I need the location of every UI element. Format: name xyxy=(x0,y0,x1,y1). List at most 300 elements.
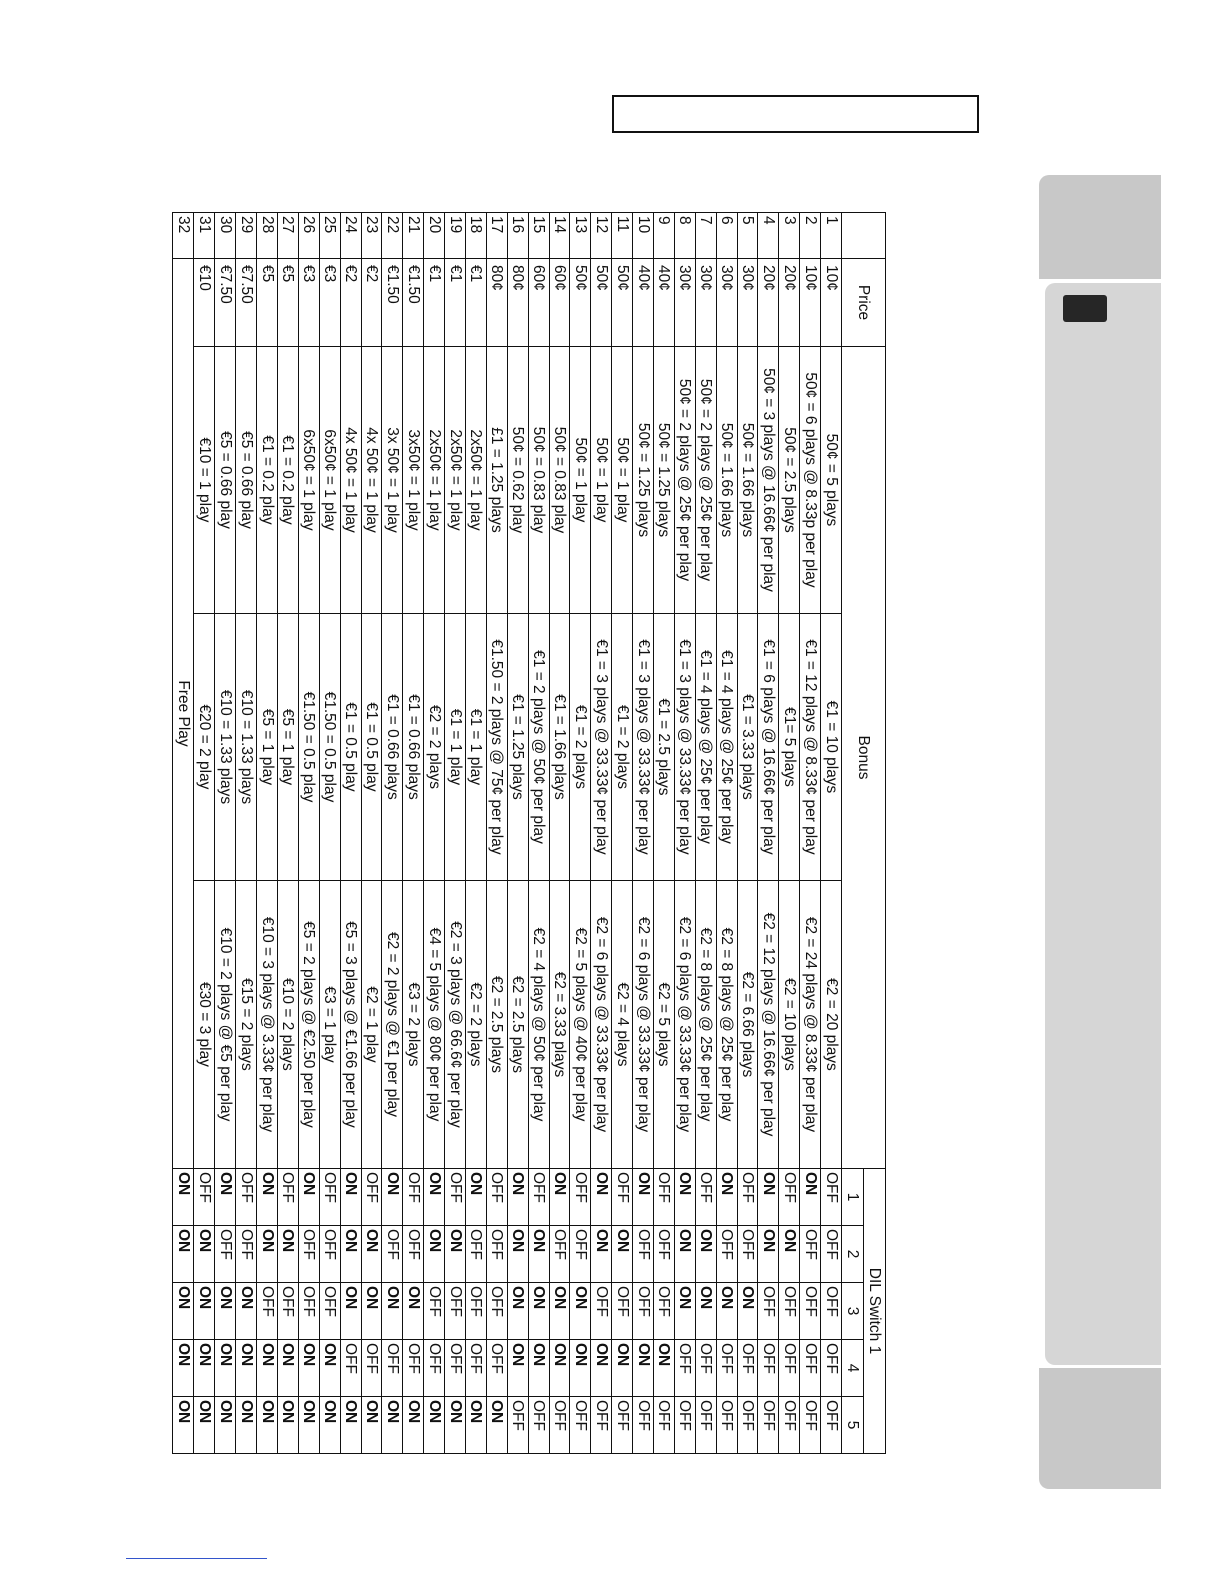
price-cell: 80¢ xyxy=(486,259,507,347)
side-tab-bottom xyxy=(1039,1368,1161,1489)
row-number: 7 xyxy=(695,213,716,259)
table-row xyxy=(612,213,633,1454)
bonus-cell-2: €1= 5 plays xyxy=(779,614,800,881)
bonus-cell-1: 50¢ = 1 play xyxy=(612,347,633,614)
switch-5-cell: OFF xyxy=(758,1397,779,1454)
switch-3-cell: OFF xyxy=(612,1283,633,1340)
price-cell: 60¢ xyxy=(549,259,570,347)
bonus-cell-1: 50¢ = 6 plays @ 8.33p per play xyxy=(800,347,821,614)
price-cell: €1 xyxy=(465,259,486,347)
row-number: 18 xyxy=(465,213,486,259)
table-row xyxy=(549,213,570,1454)
row-number: 27 xyxy=(277,213,298,259)
switch-4-cell: ON xyxy=(653,1340,674,1397)
switch-2-cell: OFF xyxy=(549,1226,570,1283)
row-number: 2 xyxy=(800,213,821,259)
switch-1-cell: ON xyxy=(633,1169,654,1226)
switch-2-cell: ON xyxy=(340,1226,361,1283)
bonus-cell-2: €10 = 1.33 plays xyxy=(236,614,257,881)
table-row xyxy=(340,213,361,1454)
switch-4-cell: ON xyxy=(612,1340,633,1397)
switch-4-cell: OFF xyxy=(382,1340,403,1397)
switch-2-cell: OFF xyxy=(737,1226,758,1283)
bonus-cell-1: 3x50¢ = 1 play xyxy=(403,347,424,614)
row-number: 21 xyxy=(403,213,424,259)
switch-2-cell: ON xyxy=(591,1226,612,1283)
switch-1-cell: ON xyxy=(257,1169,278,1226)
bonus-cell-2: €1 = 10 plays xyxy=(821,614,842,881)
switch-3-cell: ON xyxy=(716,1283,737,1340)
switch-5-cell: ON xyxy=(340,1397,361,1454)
bonus-cell-1: €5 = 0.66 play xyxy=(215,347,236,614)
row-number: 26 xyxy=(298,213,319,259)
switch-3-cell: ON xyxy=(361,1283,382,1340)
row-number: 19 xyxy=(445,213,466,259)
switch-4-cell: ON xyxy=(549,1340,570,1397)
row-number: 14 xyxy=(549,213,570,259)
bonus-cell-3: €2 = 5 plays xyxy=(653,881,674,1169)
bonus-cell-3: €2 = 3 plays @ 66.6¢ per play xyxy=(445,881,466,1169)
switch-1-cell: OFF xyxy=(779,1169,800,1226)
row-number: 11 xyxy=(612,213,633,259)
switch-4-cell: OFF xyxy=(800,1340,821,1397)
switch-5-cell: ON xyxy=(173,1397,194,1454)
bonus-cell-2: €1 = 1 play xyxy=(465,614,486,881)
switch-3-cell: OFF xyxy=(758,1283,779,1340)
bonus-cell-2: €1 = 1.25 plays xyxy=(507,614,528,881)
switch-2-cell: ON xyxy=(194,1226,215,1283)
switch-2-cell: OFF xyxy=(800,1226,821,1283)
bonus-cell-1: 50¢ = 2 plays @ 25¢ per play xyxy=(674,347,695,614)
switch-3-cell: OFF xyxy=(821,1283,842,1340)
switch-header-3: 3 xyxy=(842,1283,864,1340)
switch-2-cell: OFF xyxy=(653,1226,674,1283)
switch-1-cell: ON xyxy=(591,1169,612,1226)
switch-1-cell: OFF xyxy=(319,1169,340,1226)
bonus-cell-2: €1.50 = 0.5 play xyxy=(319,614,340,881)
bonus-cell-3: €10 = 3 plays @ 3.33¢ per play xyxy=(257,881,278,1169)
bonus-cell-1: €1 = 0.2 play xyxy=(277,347,298,614)
switch-3-cell: ON xyxy=(737,1283,758,1340)
switch-5-cell: ON xyxy=(445,1397,466,1454)
switch-2-cell: OFF xyxy=(486,1226,507,1283)
switch-3-cell: ON xyxy=(674,1283,695,1340)
table-row xyxy=(257,213,278,1454)
bonus-cell-2: €20 = 2 play xyxy=(194,614,215,881)
switch-4-cell: ON xyxy=(215,1340,236,1397)
bonus-cell-2: €1 = 0.5 play xyxy=(340,614,361,881)
table-row xyxy=(277,213,298,1454)
bonus-cell-3: €2 = 8 plays @ 25¢ per play xyxy=(695,881,716,1169)
header-box xyxy=(612,95,979,133)
table-row xyxy=(382,213,403,1454)
switch-4-cell: ON xyxy=(591,1340,612,1397)
switch-4-cell: ON xyxy=(173,1340,194,1397)
switch-1-cell: OFF xyxy=(445,1169,466,1226)
switch-2-cell: ON xyxy=(445,1226,466,1283)
table-body xyxy=(173,213,842,1454)
row-number: 4 xyxy=(758,213,779,259)
bonus-cell-3: €2 = 3.33 plays xyxy=(549,881,570,1169)
bonus-cell-1: 50¢ = 1.66 plays xyxy=(737,347,758,614)
switch-5-cell: OFF xyxy=(821,1397,842,1454)
switch-3-cell: ON xyxy=(340,1283,361,1340)
bonus-cell-1: €5 = 0.66 play xyxy=(236,347,257,614)
switch-3-cell: OFF xyxy=(779,1283,800,1340)
switch-3-cell: ON xyxy=(695,1283,716,1340)
switch-3-cell: OFF xyxy=(424,1283,445,1340)
switch-1-cell: OFF xyxy=(612,1169,633,1226)
switch-1-cell: ON xyxy=(800,1169,821,1226)
switch-3-cell: OFF xyxy=(298,1283,319,1340)
table-row xyxy=(758,213,779,1454)
row-number: 3 xyxy=(779,213,800,259)
price-cell: €2 xyxy=(361,259,382,347)
bonus-cell-2: €1.50 = 2 plays @ 75¢ per play xyxy=(486,614,507,881)
bonus-cell-3: €2 = 1 play xyxy=(361,881,382,1169)
switch-5-cell: OFF xyxy=(612,1397,633,1454)
table-row xyxy=(298,213,319,1454)
table-row xyxy=(319,213,340,1454)
table-row xyxy=(215,213,236,1454)
table-row xyxy=(403,213,424,1454)
table-row xyxy=(361,213,382,1454)
switch-5-cell: OFF xyxy=(549,1397,570,1454)
bonus-cell-1: 50¢ = 1.25 plays xyxy=(633,347,654,614)
bonus-cell-2: €1 = 2 plays @ 50¢ per play xyxy=(528,614,549,881)
bonus-cell-1: 4x 50¢ = 1 play xyxy=(340,347,361,614)
switch-3-cell: ON xyxy=(528,1283,549,1340)
switch-5-cell: OFF xyxy=(653,1397,674,1454)
switch-1-cell: OFF xyxy=(737,1169,758,1226)
switch-4-cell: OFF xyxy=(465,1340,486,1397)
switch-1-cell: ON xyxy=(340,1169,361,1226)
switch-4-cell: ON xyxy=(570,1340,591,1397)
switch-3-cell: OFF xyxy=(445,1283,466,1340)
switch-4-cell: ON xyxy=(633,1340,654,1397)
bonus-cell-1: 50¢ = 1 play xyxy=(591,347,612,614)
bonus-cell-3: €10 = 2 plays xyxy=(277,881,298,1169)
switch-5-cell: ON xyxy=(465,1397,486,1454)
bonus-cell-3: €15 = 2 plays xyxy=(236,881,257,1169)
table-row xyxy=(674,213,695,1454)
rotated-table xyxy=(174,212,886,1453)
table-row xyxy=(486,213,507,1454)
switch-3-cell: ON xyxy=(382,1283,403,1340)
switch-5-cell: ON xyxy=(257,1397,278,1454)
table-row xyxy=(695,213,716,1454)
switch-1-cell: OFF xyxy=(528,1169,549,1226)
switch-5-cell: ON xyxy=(424,1397,445,1454)
switch-2-cell: ON xyxy=(361,1226,382,1283)
switch-2-cell: ON xyxy=(779,1226,800,1283)
switch-2-cell: OFF xyxy=(298,1226,319,1283)
table-row xyxy=(445,213,466,1454)
section-marker xyxy=(1063,295,1107,322)
table-row xyxy=(236,213,257,1454)
switch-4-cell: ON xyxy=(507,1340,528,1397)
bonus-cell-3: €2 = 8 plays @ 25¢ per play xyxy=(716,881,737,1169)
switch-2-cell: OFF xyxy=(382,1226,403,1283)
bonus-cell-3: €3 = 1 play xyxy=(319,881,340,1169)
switch-5-cell: ON xyxy=(382,1397,403,1454)
price-cell: 30¢ xyxy=(716,259,737,347)
bonus-cell-3: €2 = 5 plays @ 40¢ per play xyxy=(570,881,591,1169)
switch-1-cell: OFF xyxy=(695,1169,716,1226)
switch-header-4: 4 xyxy=(842,1340,864,1397)
price-cell: €1.50 xyxy=(382,259,403,347)
switch-3-cell: ON xyxy=(549,1283,570,1340)
bonus-cell-1: 50¢ = 0.83 play xyxy=(528,347,549,614)
bonus-cell-2: €5 = 1 play xyxy=(277,614,298,881)
row-number: 20 xyxy=(424,213,445,259)
switch-4-cell: OFF xyxy=(445,1340,466,1397)
switch-2-cell: ON xyxy=(528,1226,549,1283)
price-cell: 30¢ xyxy=(674,259,695,347)
switch-1-cell: OFF xyxy=(486,1169,507,1226)
switch-2-cell: ON xyxy=(507,1226,528,1283)
switch-5-cell: OFF xyxy=(716,1397,737,1454)
switch-3-cell: OFF xyxy=(465,1283,486,1340)
bonus-cell-1: 2x50¢ = 1 play xyxy=(465,347,486,614)
bonus-cell-3: €2 = 2.5 plays xyxy=(507,881,528,1169)
bonus-cell-3: €5 = 2 plays @ €2.50 per play xyxy=(298,881,319,1169)
bonus-cell-3: €3 = 2 plays xyxy=(403,881,424,1169)
table-row xyxy=(507,213,528,1454)
price-cell: 50¢ xyxy=(591,259,612,347)
switch-1-cell: OFF xyxy=(821,1169,842,1226)
switch-5-cell: ON xyxy=(236,1397,257,1454)
switch-3-cell: ON xyxy=(236,1283,257,1340)
switch-4-cell: ON xyxy=(319,1340,340,1397)
header-number xyxy=(842,213,886,259)
switch-1-cell: OFF xyxy=(653,1169,674,1226)
coin-settings-table-area xyxy=(174,212,886,1453)
table-row xyxy=(716,213,737,1454)
table-row xyxy=(570,213,591,1454)
switch-4-cell: OFF xyxy=(361,1340,382,1397)
bonus-cell-2: €1 = 0.66 plays xyxy=(382,614,403,881)
price-cell: €1 xyxy=(424,259,445,347)
switch-1-cell: ON xyxy=(215,1169,236,1226)
bonus-cell-2: €1 = 4 plays @ 25¢ per play xyxy=(716,614,737,881)
bonus-cell-1: 6x50¢ = 1 play xyxy=(319,347,340,614)
switch-header-5: 5 xyxy=(842,1397,864,1454)
switch-2-cell: OFF xyxy=(403,1226,424,1283)
table-row xyxy=(424,213,445,1454)
switch-header-2: 2 xyxy=(842,1226,864,1283)
switch-2-cell: OFF xyxy=(570,1226,591,1283)
switch-1-cell: ON xyxy=(758,1169,779,1226)
header-price: Price xyxy=(842,259,886,347)
bonus-cell-2: €1 = 3.33 plays xyxy=(737,614,758,881)
price-cell: 20¢ xyxy=(758,259,779,347)
switch-3-cell: OFF xyxy=(633,1283,654,1340)
bonus-cell-2: €5 = 1 play xyxy=(257,614,278,881)
price-cell: €7.50 xyxy=(215,259,236,347)
coin-settings-table xyxy=(173,212,887,1454)
switch-5-cell: OFF xyxy=(633,1397,654,1454)
switch-4-cell: ON xyxy=(257,1340,278,1397)
bonus-cell-3: €2 = 4 plays @ 50¢ per play xyxy=(528,881,549,1169)
price-cell: 50¢ xyxy=(612,259,633,347)
bonus-cell-3: €2 = 6 plays @ 33.33¢ per play xyxy=(633,881,654,1169)
switch-5-cell: ON xyxy=(319,1397,340,1454)
row-number: 10 xyxy=(633,213,654,259)
bonus-cell-2: €1 = 1 play xyxy=(445,614,466,881)
bonus-cell-3: €2 = 24 plays @ 8.33¢ per play xyxy=(800,881,821,1169)
switch-2-cell: ON xyxy=(695,1226,716,1283)
price-cell: 80¢ xyxy=(507,259,528,347)
switch-1-cell: OFF xyxy=(277,1169,298,1226)
bonus-cell-2: €1 = 3 plays @ 33.33¢ per play xyxy=(674,614,695,881)
switch-1-cell: ON xyxy=(382,1169,403,1226)
switch-4-cell: OFF xyxy=(758,1340,779,1397)
switch-5-cell: OFF xyxy=(737,1397,758,1454)
bonus-cell-1: 50¢ = 2 plays @ 25¢ per play xyxy=(695,347,716,614)
side-tab-top xyxy=(1039,175,1161,279)
table-row xyxy=(591,213,612,1454)
free-play-cell: Free Play xyxy=(173,259,194,1169)
bonus-cell-2: €1 = 0.5 play xyxy=(361,614,382,881)
row-number: 23 xyxy=(361,213,382,259)
bonus-cell-3: €2 = 6 plays @ 33.33¢ per play xyxy=(591,881,612,1169)
row-number: 16 xyxy=(507,213,528,259)
switch-2-cell: ON xyxy=(277,1226,298,1283)
row-number: 5 xyxy=(737,213,758,259)
bonus-cell-3: €2 = 12 plays @ 16.66¢ per play xyxy=(758,881,779,1169)
switch-5-cell: ON xyxy=(277,1397,298,1454)
switch-3-cell: OFF xyxy=(257,1283,278,1340)
row-number: 24 xyxy=(340,213,361,259)
switch-3-cell: ON xyxy=(507,1283,528,1340)
bonus-cell-2: €1 = 2 plays xyxy=(612,614,633,881)
switch-5-cell: ON xyxy=(298,1397,319,1454)
bonus-cell-3: €2 = 4 plays xyxy=(612,881,633,1169)
bonus-cell-3: €5 = 3 plays @ €1.66 per play xyxy=(340,881,361,1169)
bonus-cell-1: 2x50¢ = 1 play xyxy=(445,347,466,614)
switch-4-cell: ON xyxy=(236,1340,257,1397)
switch-1-cell: OFF xyxy=(403,1169,424,1226)
switch-4-cell: OFF xyxy=(779,1340,800,1397)
price-cell: €1 xyxy=(445,259,466,347)
bonus-cell-3: €10 = 2 plays @ €5 per play xyxy=(215,881,236,1169)
switch-2-cell: ON xyxy=(257,1226,278,1283)
bonus-cell-3: €2 = 2 plays @ €1 per play xyxy=(382,881,403,1169)
bonus-cell-1: 50¢ = 0.62 play xyxy=(507,347,528,614)
switch-1-cell: OFF xyxy=(194,1169,215,1226)
switch-1-cell: ON xyxy=(674,1169,695,1226)
bonus-cell-1: 3x 50¢ = 1 play xyxy=(382,347,403,614)
bonus-cell-2: €10 = 1.33 plays xyxy=(215,614,236,881)
switch-4-cell: OFF xyxy=(486,1340,507,1397)
bonus-cell-2: €1 = 6 plays @ 16.66¢ per play xyxy=(758,614,779,881)
bonus-cell-3: €2 = 20 plays xyxy=(821,881,842,1169)
price-cell: 30¢ xyxy=(737,259,758,347)
bonus-cell-2: €1 = 3 plays @ 33.33¢ per play xyxy=(633,614,654,881)
switch-1-cell: OFF xyxy=(236,1169,257,1226)
price-cell: 30¢ xyxy=(695,259,716,347)
bonus-cell-1: 50¢ = 1.66 plays xyxy=(716,347,737,614)
switch-4-cell: ON xyxy=(194,1340,215,1397)
bonus-cell-1: 50¢ = 1.25 plays xyxy=(653,347,674,614)
switch-2-cell: ON xyxy=(674,1226,695,1283)
bonus-cell-1: 2x50¢ = 1 play xyxy=(424,347,445,614)
switch-1-cell: ON xyxy=(507,1169,528,1226)
row-number: 6 xyxy=(716,213,737,259)
bonus-cell-3: €4 = 5 plays @ 80¢ per play xyxy=(424,881,445,1169)
row-number: 8 xyxy=(674,213,695,259)
switch-5-cell: OFF xyxy=(800,1397,821,1454)
switch-5-cell: ON xyxy=(361,1397,382,1454)
switch-1-cell: ON xyxy=(424,1169,445,1226)
switch-2-cell: OFF xyxy=(821,1226,842,1283)
price-cell: 50¢ xyxy=(570,259,591,347)
switch-2-cell: ON xyxy=(758,1226,779,1283)
price-cell: 10¢ xyxy=(821,259,842,347)
bonus-cell-1: 50¢ = 0.83 play xyxy=(549,347,570,614)
row-number: 32 xyxy=(173,213,194,259)
bonus-cell-1: 50¢ = 3 plays @ 16.66¢ per play xyxy=(758,347,779,614)
price-cell: 10¢ xyxy=(800,259,821,347)
bonus-cell-2: €2 = 2 plays xyxy=(424,614,445,881)
table-row xyxy=(737,213,758,1454)
switch-5-cell: OFF xyxy=(695,1397,716,1454)
switch-2-cell: OFF xyxy=(465,1226,486,1283)
bonus-cell-3: €2 = 2.5 plays xyxy=(486,881,507,1169)
bonus-cell-2: €1 = 2 plays xyxy=(570,614,591,881)
bonus-cell-1: €10 = 1 play xyxy=(194,347,215,614)
price-cell: 40¢ xyxy=(633,259,654,347)
switch-4-cell: OFF xyxy=(340,1340,361,1397)
row-number: 28 xyxy=(257,213,278,259)
row-number: 15 xyxy=(528,213,549,259)
switch-1-cell: ON xyxy=(465,1169,486,1226)
switch-4-cell: OFF xyxy=(737,1340,758,1397)
switch-4-cell: OFF xyxy=(674,1340,695,1397)
bonus-cell-1: 50¢ = 1 play xyxy=(570,347,591,614)
switch-2-cell: ON xyxy=(424,1226,445,1283)
switch-5-cell: ON xyxy=(403,1397,424,1454)
switch-1-cell: ON xyxy=(173,1169,194,1226)
switch-4-cell: ON xyxy=(277,1340,298,1397)
price-cell: €5 xyxy=(257,259,278,347)
bonus-cell-1: 4x 50¢ = 1 play xyxy=(361,347,382,614)
table-row xyxy=(779,213,800,1454)
switch-3-cell: ON xyxy=(194,1283,215,1340)
switch-3-cell: ON xyxy=(173,1283,194,1340)
header-bonus: Bonus xyxy=(842,347,886,1169)
bonus-cell-3: €2 = 10 plays xyxy=(779,881,800,1169)
header-dil-switch: DIL Switch 1 xyxy=(864,1169,886,1454)
row-number: 29 xyxy=(236,213,257,259)
switch-4-cell: OFF xyxy=(821,1340,842,1397)
switch-1-cell: ON xyxy=(716,1169,737,1226)
footer-link-line xyxy=(126,1558,267,1559)
table-row-free-play xyxy=(173,213,194,1454)
row-number: 9 xyxy=(653,213,674,259)
switch-5-cell: OFF xyxy=(570,1397,591,1454)
table-row xyxy=(633,213,654,1454)
switch-5-cell: OFF xyxy=(779,1397,800,1454)
row-number: 1 xyxy=(821,213,842,259)
switch-3-cell: ON xyxy=(570,1283,591,1340)
price-cell: 20¢ xyxy=(779,259,800,347)
switch-4-cell: ON xyxy=(298,1340,319,1397)
bonus-cell-2: €1 = 3 plays @ 33.33¢ per play xyxy=(591,614,612,881)
switch-1-cell: OFF xyxy=(361,1169,382,1226)
switch-2-cell: OFF xyxy=(236,1226,257,1283)
